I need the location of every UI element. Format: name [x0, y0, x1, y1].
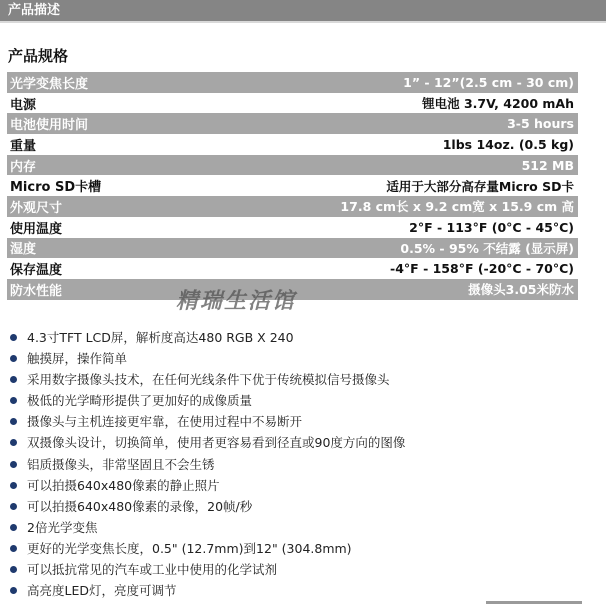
spec-row-memory: [7, 155, 578, 176]
feature-text: 可以拍摄640x480像素的静止照片: [27, 477, 220, 493]
list-item: [0, 454, 606, 475]
spec-value: 适用于大部分高存量Micro SD卡: [386, 178, 574, 194]
spec-value: 摄像头3.05米防水: [468, 282, 574, 298]
feature-text: 极低的光学畸形提供了更加好的成像质量: [27, 393, 253, 409]
list-item: [0, 496, 606, 517]
list-item: [0, 411, 606, 432]
bullet-icon: [10, 376, 17, 383]
feature-text: 双摄像头设计，切换简单，使用者更容易看到径直或90度方向的图像: [27, 435, 406, 451]
spec-row-dimensions: [7, 196, 578, 217]
list-item: [0, 559, 606, 580]
list-item: [0, 517, 606, 538]
spec-row-operating-temp: [7, 217, 578, 238]
section-header-bar: [0, 0, 606, 23]
feature-text: 采用数字摄像头技术，在任何光线条件下优于传统模拟信号摄像头: [27, 372, 390, 388]
spec-value: 0.5% - 95% 不结露 (显示屏): [400, 240, 574, 256]
feature-text: 高亮度LED灯，亮度可调节: [27, 583, 177, 599]
spec-value: 3-5 hours: [507, 116, 574, 132]
spec-label: Micro SD卡槽: [10, 180, 102, 196]
spec-row-storage-temp: [7, 258, 578, 279]
bullet-icon: [10, 566, 17, 573]
bullet-icon: [10, 397, 17, 404]
list-item: [0, 432, 606, 453]
bullet-icon: [10, 482, 17, 489]
spec-value: 1lbs 14oz. (0.5 kg): [442, 136, 574, 152]
bullet-icon: [10, 524, 17, 531]
spec-value: 2°F - 113°F (0°C - 45°C): [409, 219, 574, 235]
feature-text: 摄像头与主机连接更牢靠，在使用过程中不易断开: [27, 414, 303, 430]
bullet-icon: [10, 587, 17, 594]
spec-row-humidity: [7, 238, 578, 259]
feature-text: 4.3寸TFT LCD屏，解析度高达480 RGB X 240: [27, 330, 294, 345]
list-item: [0, 327, 606, 348]
spec-label: 光学变焦长度: [10, 76, 89, 92]
list-item: [0, 538, 606, 559]
spec-value: -4°F - 158°F (-20°C - 70°C): [390, 261, 574, 277]
spec-label: 使用温度: [10, 221, 63, 237]
feature-text: 铝质摄像头，非常坚固且不会生锈: [27, 456, 215, 472]
feature-list: [0, 327, 606, 601]
spec-value: 1” - 12”(2.5 cm - 30 cm): [403, 74, 574, 90]
bullet-icon: [10, 439, 17, 446]
spec-value: 512 MB: [521, 157, 574, 173]
list-item: [0, 475, 606, 496]
bullet-icon: [10, 355, 17, 362]
list-item: [0, 390, 606, 411]
feature-text: 更好的光学变焦长度，0.5" (12.7mm)到12" (304.8mm): [27, 540, 352, 556]
bullet-icon: [10, 334, 17, 341]
spec-row-power: [7, 93, 578, 114]
spec-heading: 产品规格: [8, 47, 69, 65]
spec-row-zoom: [7, 72, 578, 93]
list-item: [0, 348, 606, 369]
feature-text: 触摸屏，操作简单: [27, 351, 128, 367]
spec-table: [7, 72, 578, 300]
spec-row-weight: [7, 134, 578, 155]
list-item: [0, 369, 606, 390]
spec-label: 电池使用时间: [10, 118, 89, 134]
spec-value: 锂电池 3.7V, 4200 mAh: [422, 96, 574, 112]
spec-label: 保存温度: [10, 263, 63, 279]
watermark: 精瑞生活馆: [176, 288, 297, 314]
spec-label: 内存: [10, 159, 37, 175]
bullet-icon: [10, 461, 17, 468]
spec-label: 湿度: [10, 242, 37, 258]
list-item: [0, 580, 606, 601]
feature-text: 可以抵抗常见的汽车或工业中使用的化学试剂: [27, 562, 278, 578]
spec-row-sd-slot: [7, 175, 578, 196]
spec-value: 17.8 cm长 x 9.2 cm宽 x 15.9 cm 高: [340, 199, 574, 215]
bullet-icon: [10, 418, 17, 425]
spec-label: 电源: [10, 97, 37, 113]
spec-label: 防水性能: [10, 283, 63, 299]
spec-label: 外观尺寸: [10, 200, 63, 216]
spec-label: 重量: [10, 138, 37, 154]
bullet-icon: [10, 503, 17, 510]
bullet-icon: [10, 545, 17, 552]
spec-row-battery-life: [7, 113, 578, 134]
section-title: 产品描述: [8, 3, 61, 18]
feature-text: 可以拍摄640x480像素的录像，20帧/秒: [27, 498, 253, 514]
feature-text: 2倍光学变焦: [27, 519, 98, 535]
